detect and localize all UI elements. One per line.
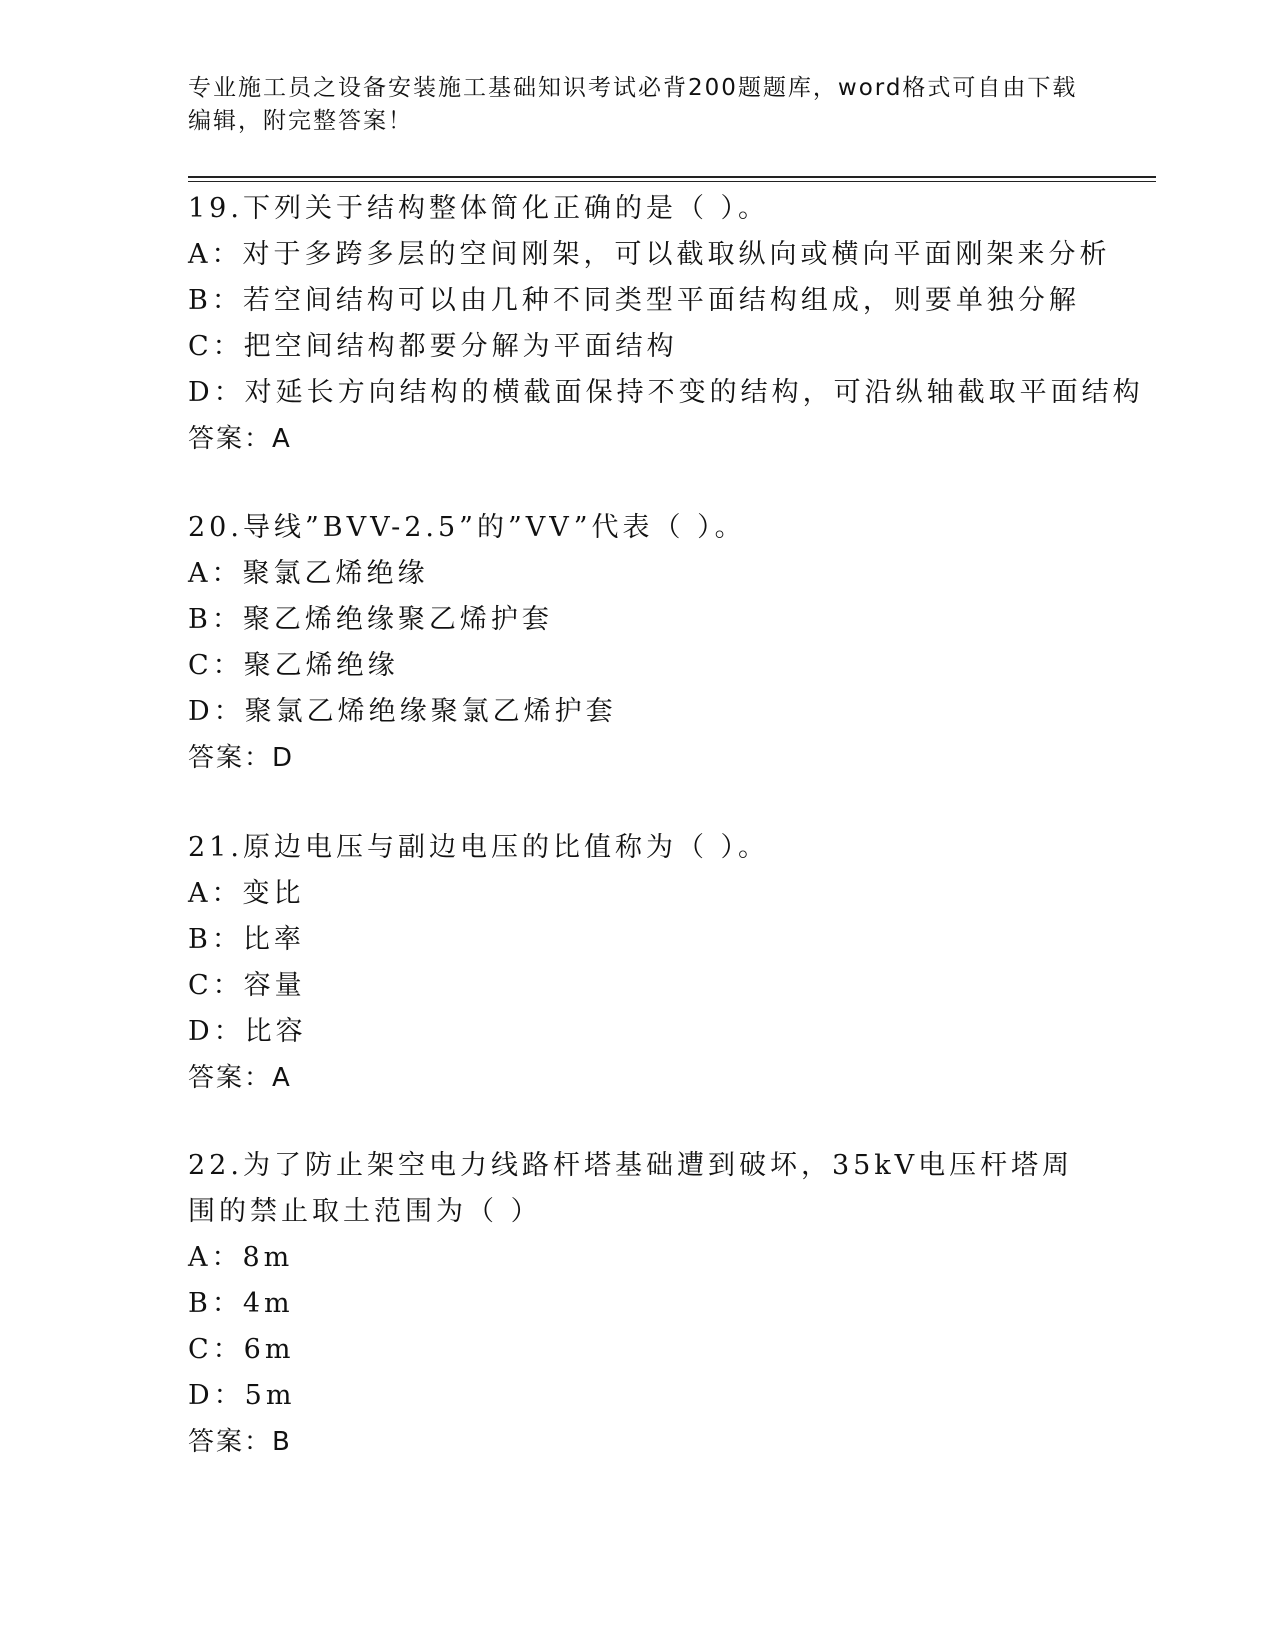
option-b: B：若空间结构可以由几种不同类型平面结构组成，则要单独分解	[188, 285, 1080, 316]
question-stem: 19.下列关于结构整体简化正确的是（ ）。	[188, 193, 770, 224]
question-stem: 22.为了防止架空电力线路杆塔基础遭到破坏，35kV电压杆塔周围的禁止取土范围为（ ）	[188, 1150, 1074, 1227]
document-header: 专业施工员之设备安装施工基础知识考试必背200题题库，word格式可自由下载编辑，附完整答案！	[188, 75, 1078, 134]
option-a: A：聚氯乙烯绝缘	[188, 558, 429, 589]
question-stem: 21.原边电压与副边电压的比值称为（ ）。	[188, 832, 770, 863]
option-d: D：5m	[188, 1380, 296, 1411]
option-d: D：比容	[188, 1016, 307, 1047]
answer: 答案：B	[188, 1427, 292, 1457]
option-c: C：容量	[188, 970, 306, 1001]
answer: 答案：D	[188, 743, 295, 773]
question-22	[188, 1143, 1088, 1465]
option-c: C：6m	[188, 1334, 295, 1365]
question-19	[188, 186, 1144, 462]
option-d: D：对延长方向结构的横截面保持不变的结构，可沿纵轴截取平面结构	[188, 377, 1144, 408]
question-stem: 20.导线”BVV-2.5”的”VV”代表（ ）。	[188, 512, 746, 543]
option-a: A：8m	[188, 1242, 294, 1273]
question-21	[188, 825, 1088, 1101]
option-a: A：对于多跨多层的空间刚架，可以截取纵向或横向平面刚架来分析	[188, 239, 1111, 270]
answer: 答案：A	[188, 424, 292, 454]
question-20	[188, 505, 1088, 781]
header-divider	[188, 176, 1156, 178]
option-b: B：比率	[188, 924, 305, 955]
option-b: B：聚乙烯绝缘聚乙烯护套	[188, 604, 553, 635]
option-b: B：4m	[188, 1288, 294, 1319]
option-c: C：把空间结构都要分解为平面结构	[188, 331, 678, 362]
option-c: C：聚乙烯绝缘	[188, 650, 399, 681]
option-d: D：聚氯乙烯绝缘聚氯乙烯护套	[188, 696, 617, 727]
header-divider-thin	[188, 181, 1156, 182]
option-a: A：变比	[188, 878, 305, 909]
answer: 答案：A	[188, 1063, 292, 1093]
